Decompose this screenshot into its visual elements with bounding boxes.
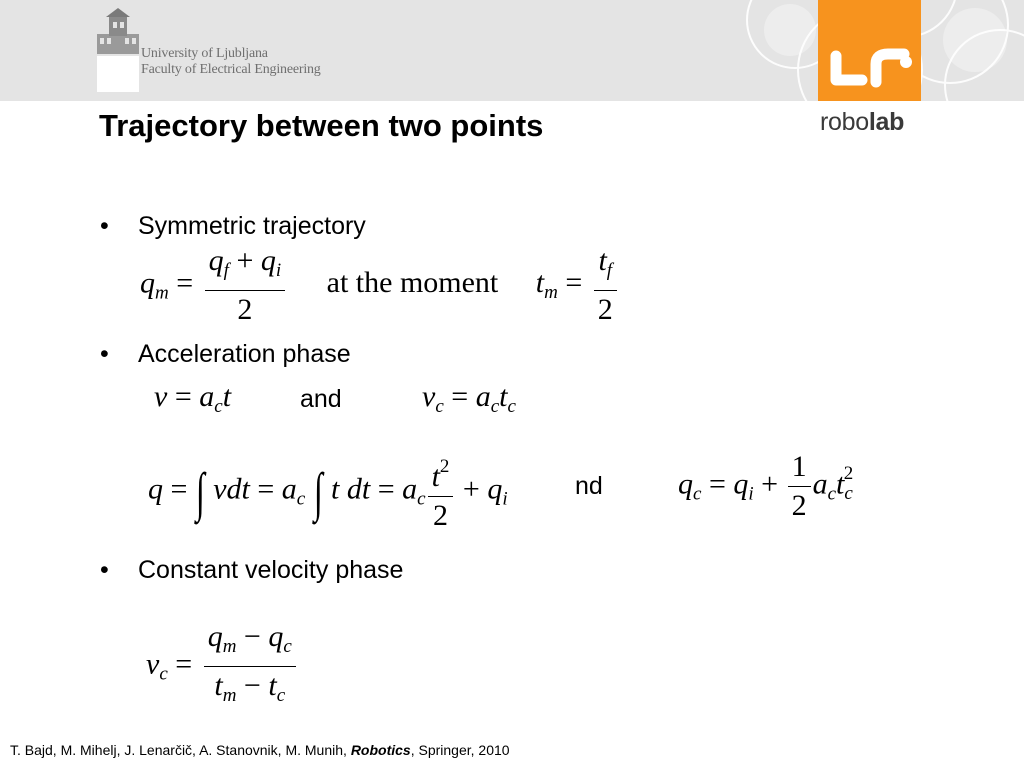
and-label: and: [300, 385, 342, 413]
bullet-text: Symmetric trajectory: [138, 212, 366, 240]
citation-footer: [10, 742, 510, 758]
lr-logo-icon: [818, 0, 921, 101]
university-line-2: Faculty of Electrical Engineering: [141, 62, 321, 77]
equation-qm: $q_m$ = $\frac{q_f + q_i}{2}$ at the moment $t_m$ = $\frac{t_f}{2}$: [140, 242, 621, 329]
bullet-text: Acceleration phase: [138, 340, 351, 368]
equation-qc: $q_c = q_i$ + $\frac{1}{2}$ $a_ct_c^2$: [678, 450, 854, 522]
robolab-logo-box: [818, 0, 921, 101]
citation-book: Robotics: [350, 742, 411, 758]
bullet-dot: •: [100, 212, 109, 240]
and-label-clipped: nd: [575, 472, 603, 500]
slide-title: Trajectory between two points: [99, 108, 544, 143]
at-the-moment-text: at the moment: [326, 266, 499, 300]
university-building-icon: [97, 8, 139, 92]
brand-bold: lab: [868, 108, 905, 136]
brand-regular: robo: [820, 108, 869, 136]
bullet-dot: •: [100, 340, 109, 368]
equation-vc: $v_c = a_ct_c$: [422, 380, 516, 417]
university-line-1: University of Ljubljana: [141, 46, 268, 61]
equation-position: q = ∫ vdt = $a_c$ ∫ t dt = $a_c$ $\frac{t^2}{2}$ + $q_i$: [148, 448, 508, 535]
equation-vc-ratio: $v_c$ = $\frac{q_m - q_c}{t_m - t_c}$: [146, 618, 300, 715]
header-band: [0, 0, 1024, 101]
bullet-dot: •: [100, 556, 109, 584]
bullet-text: Constant velocity phase: [138, 556, 404, 584]
citation-publisher: , Springer, 2010: [410, 742, 510, 758]
citation-authors: T. Bajd, M. Mihelj, J. Lenarčič, A. Stanovnik, M. Munih,: [10, 742, 351, 758]
robolab-wordmark: [820, 108, 904, 137]
equation-velocity: $v = a_ct$: [154, 380, 232, 417]
university-name: [141, 46, 321, 78]
